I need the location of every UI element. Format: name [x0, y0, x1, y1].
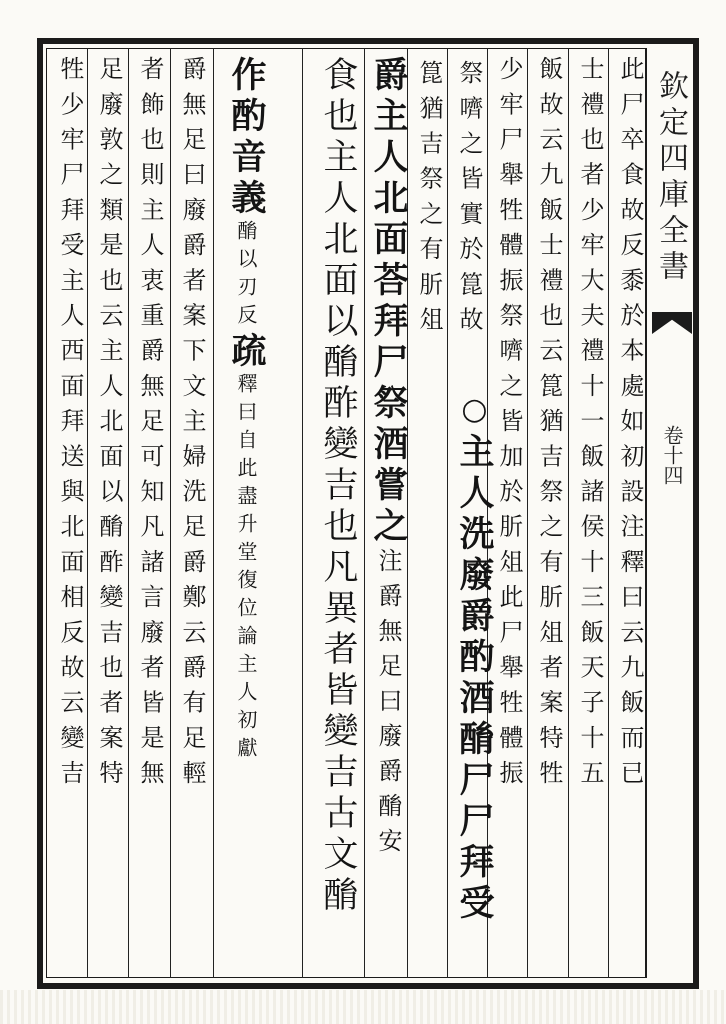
text-column-13: 足廢敦之類是也云主人北面以酳酢變吉也者案特 — [95, 56, 123, 796]
text-column-4: 少牢尸舉牲體振祭嚌之皆加於肵俎此尸舉牲體振 — [495, 56, 523, 796]
column-rule — [170, 48, 171, 978]
column-rule — [213, 48, 214, 978]
main-text-column-1 — [452, 392, 496, 925]
text-column-2: 士禮也者少牢大夫禮十一飯諸侯十三飯天子十五 — [576, 56, 604, 796]
text-column-5: 祭嚌之皆實於箟故 — [455, 60, 483, 342]
text-column-1: 此尸卒食故反黍於本處如初設注釋曰云九飯而已 — [616, 56, 644, 796]
text-column-14: 牲少牢尸拜受主人西面拜送與北面相反故云變吉 — [56, 56, 84, 796]
section-marker: ○ — [457, 392, 492, 433]
main-text: 爵主人北面荅拜尸祭酒嘗之 — [368, 56, 409, 548]
text-column-6: 箟猶吉祭之有肵俎 — [415, 60, 443, 342]
main-text-column-2 — [366, 56, 410, 863]
main-text-column-4 — [224, 56, 268, 765]
main-text-column-3: 食也主人北面以酳酢變吉也凡異者皆變吉古文酳 — [318, 56, 358, 917]
text-column-3: 飯故云九飯士禮也云箟猶吉祭之有肵俎者案特牲 — [535, 56, 563, 796]
text-column-12: 者飾也則主人衷重爵無足可知凡諸言廢者皆是無 — [136, 56, 164, 796]
column-rule — [568, 48, 569, 978]
main-text: 主人洗廢爵酌酒酳尸尸拜受 — [454, 433, 495, 925]
annotation-text: 釋曰自此盡升堂復位論主人初獻 — [234, 373, 258, 765]
annotation-text: 注爵無足曰廢爵酳安 — [374, 548, 402, 863]
page-edge-texture — [0, 990, 726, 1024]
heading-shu: 疏 — [226, 332, 267, 373]
column-rule — [608, 48, 609, 978]
text-column-11: 爵無足曰廢爵者案下文主婦洗足爵鄭云爵有足輕 — [178, 56, 206, 796]
column-rule — [302, 48, 303, 978]
column-rule — [447, 48, 448, 978]
column-rule — [527, 48, 528, 978]
margin-book-title: 欽定四庫全書 — [653, 70, 688, 286]
column-rule — [128, 48, 129, 978]
margin-volume-number: 卷十四 — [660, 425, 684, 485]
annotation-text: 酳以刃反 — [234, 220, 258, 332]
heading-yinyi: 音義 — [226, 138, 267, 220]
main-text: 作酌 — [226, 56, 267, 138]
